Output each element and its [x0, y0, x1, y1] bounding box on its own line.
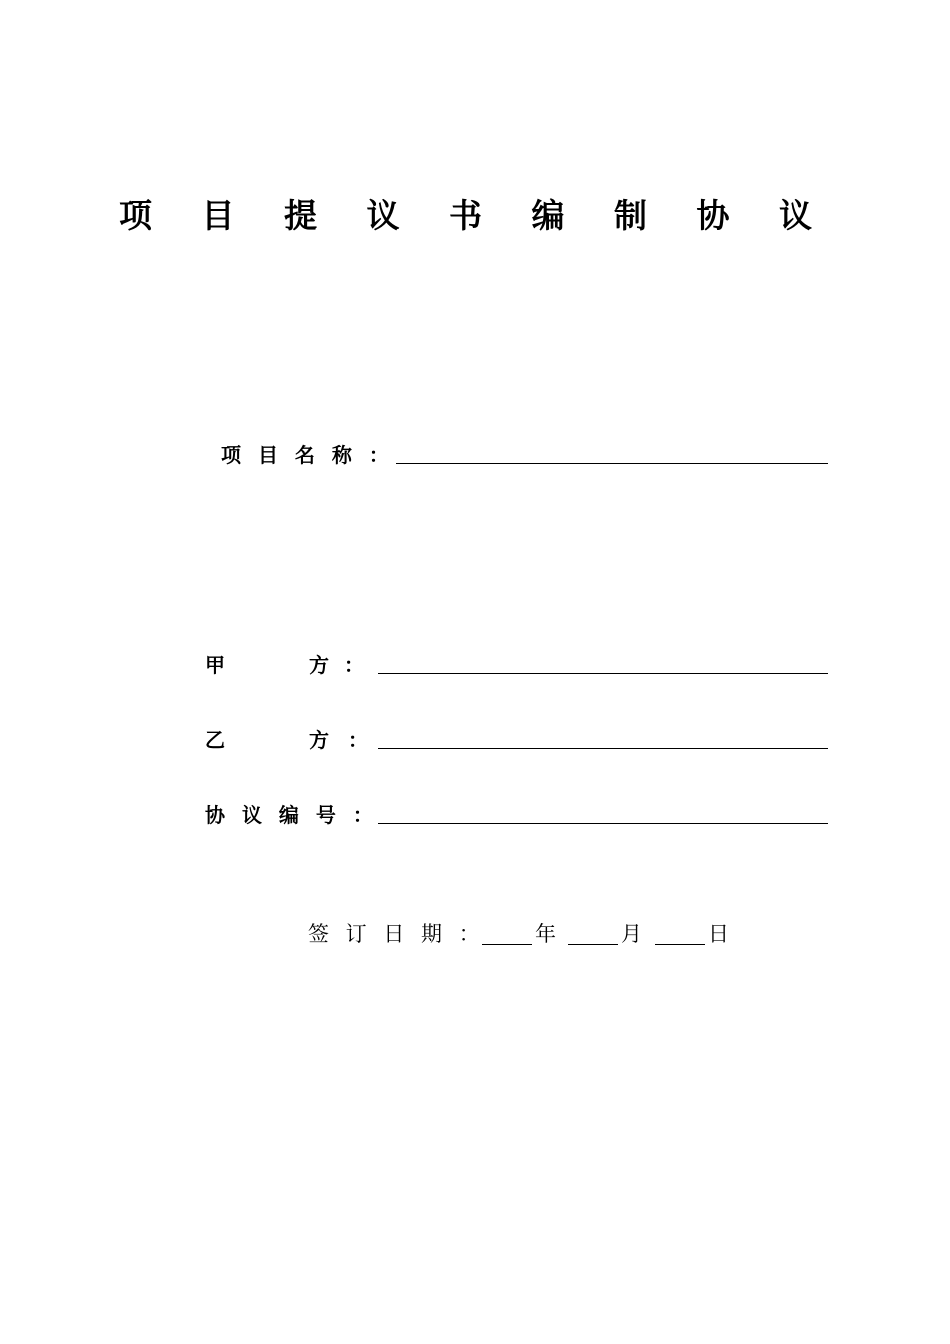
day-unit: 日 [708, 922, 729, 946]
agreement-number-field[interactable] [378, 823, 828, 824]
party-b-label-suffix: 方 ： [309, 728, 374, 752]
party-b-field[interactable] [378, 748, 828, 749]
day-blank[interactable] [655, 944, 705, 945]
year-unit: 年 [535, 922, 556, 946]
party-a-field[interactable] [378, 673, 828, 674]
month-blank[interactable] [568, 944, 618, 945]
year-blank[interactable] [482, 944, 532, 945]
party-b-label-char: 乙 [205, 728, 225, 752]
document-title: 项 目 提 议 书 编 制 协 议 [119, 196, 831, 235]
project-name-field[interactable] [396, 463, 828, 464]
party-a-label-suffix: 方 ： [309, 653, 368, 677]
month-unit: 月 [621, 922, 642, 946]
agreement-number-label: 协 议 编 号 ： [205, 803, 378, 827]
party-a-label-char: 甲 [205, 653, 225, 677]
project-name-label: 项 目 名 称 ： [221, 443, 394, 467]
signing-date-label: 签 订 日 期 ： [308, 922, 485, 946]
